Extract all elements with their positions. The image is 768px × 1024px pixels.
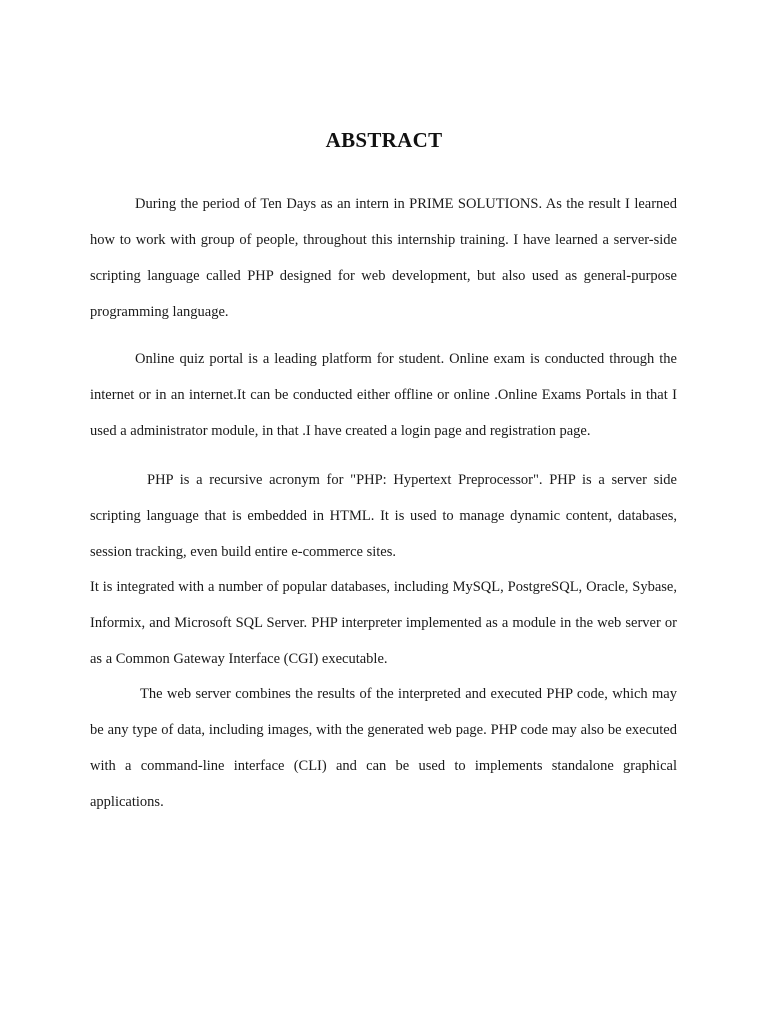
paragraph-php-definition: PHP is a recursive acronym for "PHP: Hypertext Preprocessor". PHP is a server side scripting language that is embedded in HTML. It is used to manage dynamic content, databases, session tracking, even build entire e-commerce sites. xyxy=(90,472,677,560)
page-title: ABSTRACT xyxy=(325,128,443,152)
paragraph-php-databases: It is integrated with a number of popular databases, including MySQL, PostgreSQL, Oracle, Sybase, Informix, and Microsoft SQL Server. PHP interpreter implemented as a module in the web server or as a Common Gateway Interface (CGI) executable. xyxy=(90,579,677,667)
paragraph-internship: During the period of Ten Days as an intern in PRIME SOLUTIONS. As the result I learned how to work with group of people, throughout this internship training. I have learned a server-side scripting language called PHP designed for web development, but also used as general-purpose programming language. xyxy=(90,196,677,320)
paragraph-web-server: The web server combines the results of the interpreted and executed PHP code, which may be any type of data, including images, with the generated web page. PHP code may also be executed with a command-line interface (CLI) and can be used to implements standalone graphical applications. xyxy=(90,686,677,810)
paragraph-quiz-portal: Online quiz portal is a leading platform for student. Online exam is conducted through the internet or in an internet.It can be conducted either offline or online .Online Exams Portals in that I used a administrator module, in that .I have created a login page and registration page. xyxy=(90,351,677,439)
